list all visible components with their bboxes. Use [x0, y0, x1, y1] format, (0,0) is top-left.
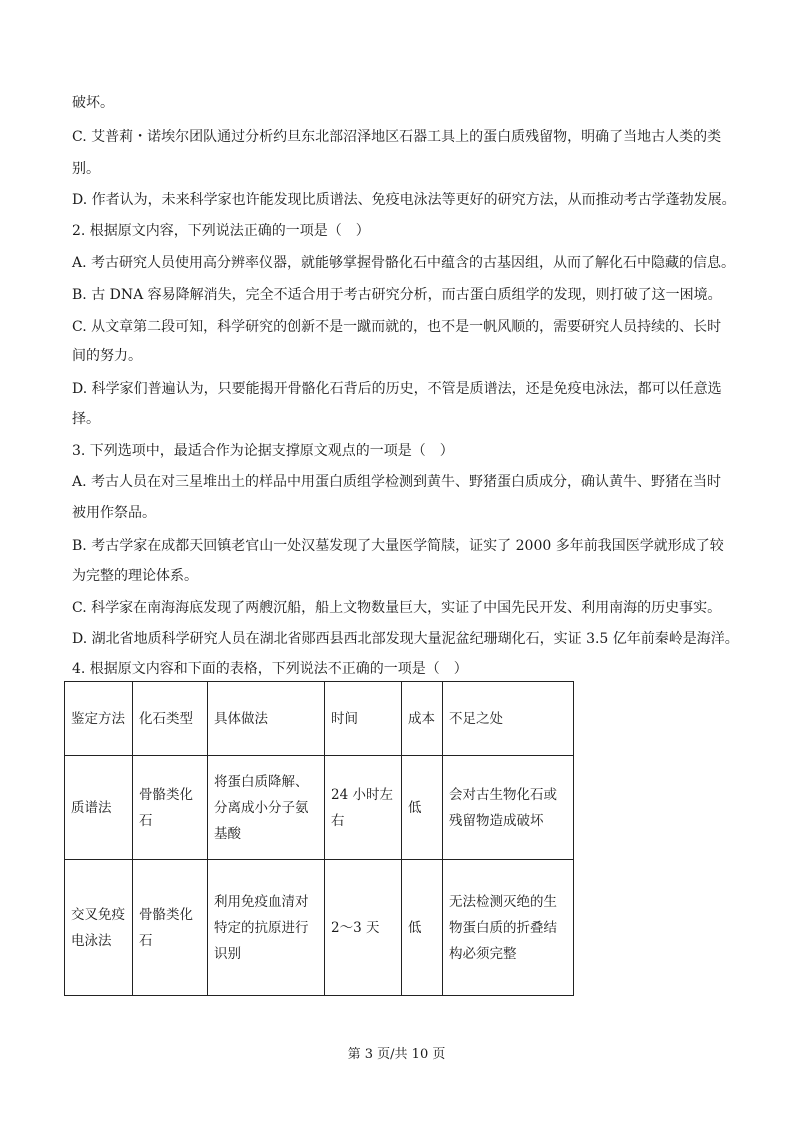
option-d: D. 科学家们普遍认为，只要能揭开骨骼化石背后的历史，不管是质谱法，还是免疫电泳法，都可以任意选 — [72, 381, 722, 397]
table-cell: 24 小时左右 — [325, 756, 402, 860]
text-line: D. 作者认为，未来科学家也许能发现比质谱法、免疫电泳法等更好的研究方法，从而推动考古学蓬勃发展。 — [72, 192, 736, 208]
option-a-cont: 被用作祭品。 — [72, 505, 156, 521]
option-a: A. 考古人员在对三星堆出土的样品中用蛋白质组学检测到黄牛、野猪蛋白质成分，确认黄牛、野猪在当时 — [72, 474, 722, 490]
table-cell: 利用免疫血清对特定的抗原进行识别 — [208, 860, 325, 996]
comparison-table — [64, 681, 574, 996]
table-row — [65, 860, 574, 996]
option-d-cont: 择。 — [72, 411, 100, 427]
question-3: 3. 下列选项中，最适合作为论据支撑原文观点的一项是（ ） — [72, 443, 454, 459]
table-header-cell: 鉴定方法 — [65, 682, 133, 756]
page-footer: 第 3 页/共 10 页 — [347, 1047, 446, 1062]
text-line: C. 艾普莉・诺埃尔团队通过分析约旦东北部沼泽地区石器工具上的蛋白质残留物，明确了当地古人类的类 — [72, 129, 722, 145]
table-cell: 无法检测灭绝的生物蛋白质的折叠结构必须完整 — [443, 860, 574, 996]
question-4: 4. 根据原文内容和下面的表格，下列说法不正确的一项是（ ） — [72, 661, 468, 677]
table-header-row — [65, 682, 574, 756]
table-cell: 会对古生物化石或残留物造成破坏 — [443, 756, 574, 860]
table-cell: 质谱法 — [65, 756, 133, 860]
option-c: C. 科学家在南海海底发现了两艘沉船，船上文物数量巨大，实证了中国先民开发、利用南海的历史事实。 — [72, 600, 722, 616]
table-cell: 骨骼类化石 — [133, 756, 208, 860]
table-cell: 低 — [402, 756, 443, 860]
option-b: B. 考古学家在成都天回镇老官山一处汉墓发现了大量医学简牍，证实了 2000 多年前我国医学就形成了较 — [72, 538, 724, 554]
table-header-cell: 成本 — [402, 682, 443, 756]
text-line: 破坏。 — [72, 95, 114, 111]
table-header-cell: 化石类型 — [133, 682, 208, 756]
table-cell: 骨骼类化石 — [133, 860, 208, 996]
table-header-cell: 不足之处 — [443, 682, 574, 756]
option-b: B. 古 DNA 容易降解消失，完全不适合用于考古研究分析，而古蛋白质组学的发现，则打破了这一困境。 — [72, 287, 722, 303]
table-cell: 将蛋白质降解、分离成小分子氨基酸 — [208, 756, 325, 860]
option-c: C. 从文章第二段可知，科学研究的创新不是一蹴而就的，也不是一帆风顺的，需要研究人员持续的、长时 — [72, 319, 722, 335]
question-2: 2. 根据原文内容，下列说法正确的一项是（ ） — [72, 223, 370, 239]
table-header-cell: 具体做法 — [208, 682, 325, 756]
table-cell: 交叉免疫电泳法 — [65, 860, 133, 996]
text-line: 别。 — [72, 161, 100, 177]
table-header-cell: 时间 — [325, 682, 402, 756]
option-b-cont: 为完整的理论体系。 — [72, 568, 198, 584]
table-cell: 2～3 天 — [325, 860, 402, 996]
table-row — [65, 756, 574, 860]
option-c-cont: 间的努力。 — [72, 348, 142, 364]
table-cell: 低 — [402, 860, 443, 996]
option-d: D. 湖北省地质科学研究人员在湖北省郧西县西北部发现大量泥盆纪珊瑚化石，实证 3.5 亿年前秦岭是海洋。 — [72, 631, 739, 647]
option-a: A. 考古研究人员使用高分辨率仪器，就能够掌握骨骼化石中蕴含的古基因组，从而了解化石中隐藏的信息。 — [72, 255, 736, 271]
